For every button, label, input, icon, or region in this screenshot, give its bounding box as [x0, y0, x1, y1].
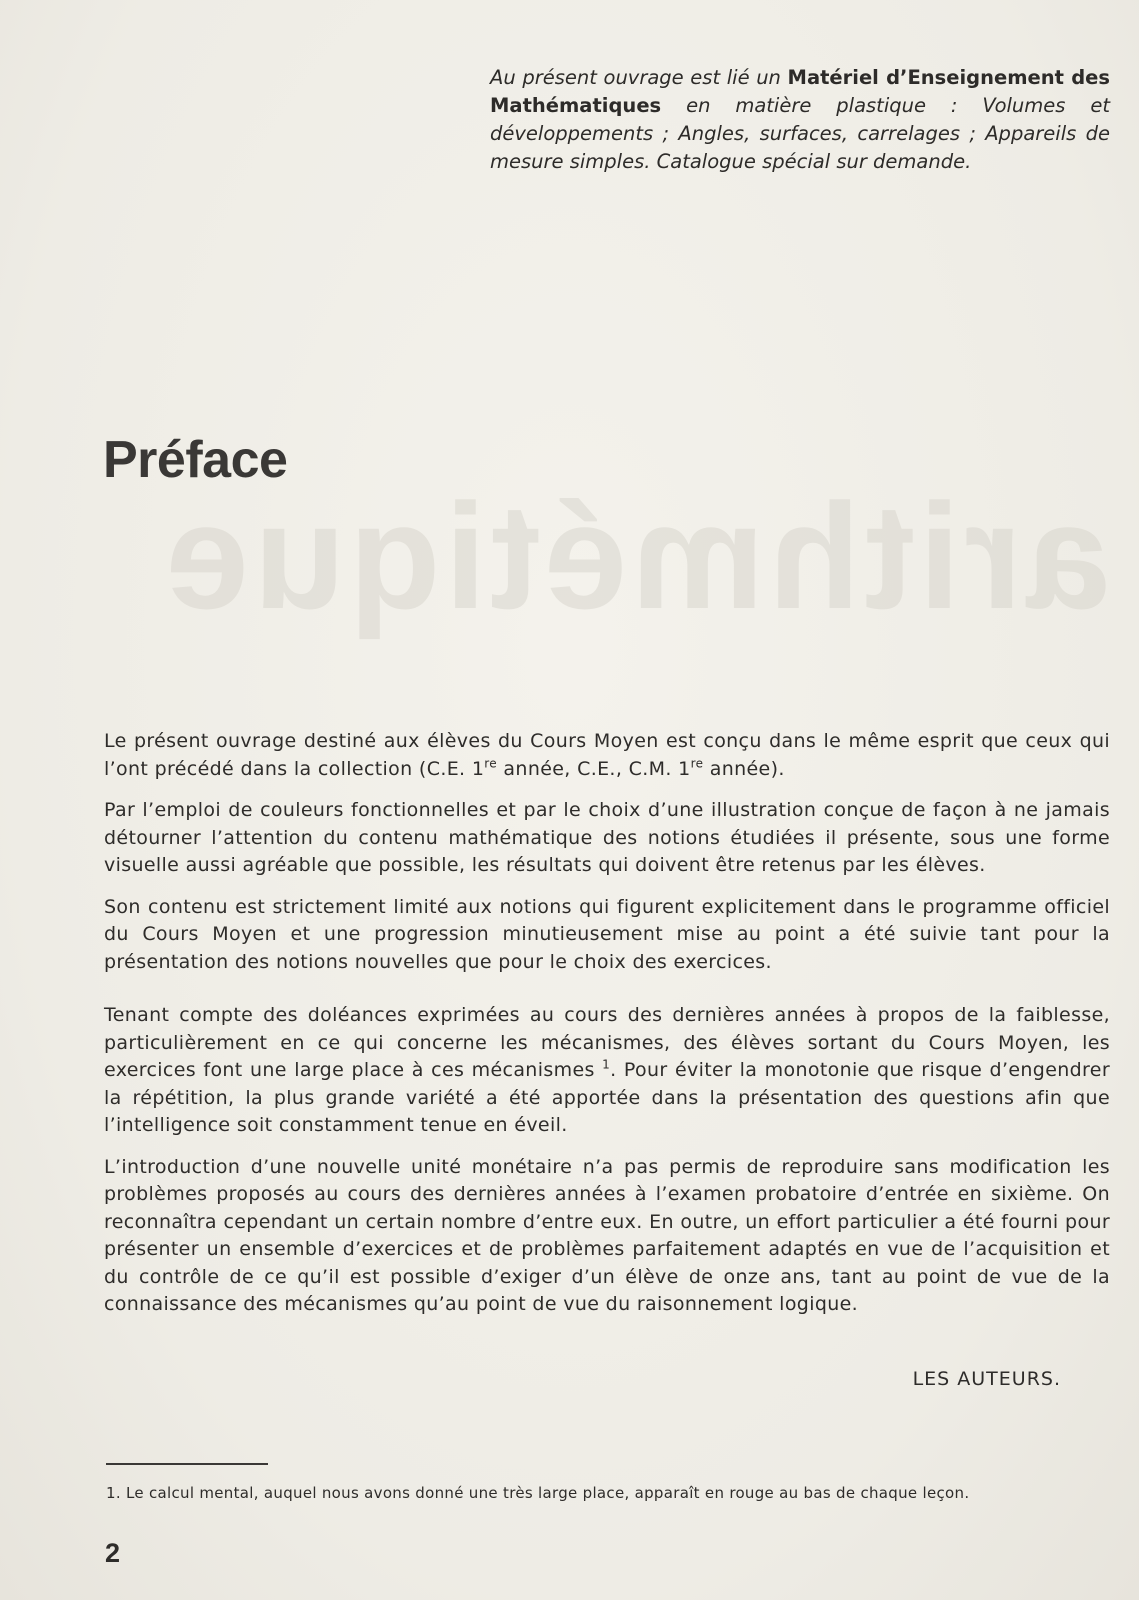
- preface-body: [104, 728, 1110, 1333]
- footnote: 1. Le calcul mental, auquel nous avons donné une très large place, apparaît en rouge au bas de chaque leçon.: [106, 1484, 970, 1502]
- superscript-re-1: re: [484, 756, 498, 771]
- show-through-text: arithmétique: [161, 472, 1110, 640]
- paragraph-2: Par l’emploi de couleurs fonctionnelles et par le choix d’une illustration conçue de façon à ne jamais détourner l’attention du contenu mathématique des notions étudiées il présente, sous une forme visuelle aussi agréable que possible, les résultats qui doivent être retenus par les élèves.: [104, 799, 1110, 876]
- paragraph-5: L’introduction d’une nouvelle unité monétaire n’a pas permis de reproduire sans modification les problèmes proposés au cours des dernières années à l’examen probatoire d’entrée en sixième. On reconnaîtra cependant un certain nombre d’entre eux. En outre, un effort particulier a été fourni pour présenter un ensemble d’exercices et de problèmes parfaitement adaptés en vue de l’acquisition et du contrôle de ce qu’il est possible d’exiger d’un élève de onze ans, tant au point de vue de la connaissance des mécanismes qu’au point de vue du raisonnement logique.: [104, 1155, 1110, 1315]
- material-notice: [490, 64, 1110, 176]
- notice-text-start: Au présent ouvrage est lié un: [490, 66, 788, 89]
- paragraph-3: Son contenu est strictement limité aux notions qui figurent explicitement dans le programme officiel du Cours Moyen et une progression minutieusement mise au point a été suivie tant pour la présentation des notions nouvelles que pour le choix des exercices.: [104, 895, 1110, 973]
- paragraph-4: [104, 1002, 1110, 1140]
- signature: LES AUTEURS.: [912, 1368, 1061, 1390]
- page-number: 2: [105, 1538, 121, 1568]
- paragraph-4-text-b: . Pour éviter la monotonie que risque d’engendrer la répétition, la plus grande variété a été apportée dans la présentation des questions afin que l’intelligence soit constamment tenue en éveil.: [104, 1059, 1110, 1136]
- paragraph-1-text-a: Le présent ouvrage destiné aux élèves du Cours Moyen est conçu dans le même esprit que ceux qui l’ont précédé dans la collection (C.E. 1: [104, 730, 1110, 780]
- superscript-re-2: re: [690, 756, 704, 771]
- paragraph-4-text-a: Tenant compte des doléances exprimées au cours des dernières années à propos de la faiblesse, particulièrement en ce qui concerne les mécanismes, des élèves sortant du Cours Moyen, les exercices font une large place à ces mécanismes: [104, 1004, 1110, 1081]
- page-title: Préface: [103, 431, 288, 489]
- paragraph-1-text-c: année).: [703, 757, 785, 780]
- notice-text-end: en matière plastique : Volumes et développements ; Angles, surfaces, carrelages ; Appareils de mesure simples. Catalogue spécial sur demande.: [490, 94, 1110, 173]
- paragraph-1: [104, 728, 1110, 783]
- notice-highlight: Matériel d’Enseignement des Mathématiques: [490, 66, 1110, 117]
- footnote-marker: 1: [602, 1057, 611, 1072]
- footnote-divider: [106, 1463, 268, 1465]
- paragraph-1-text-b: année, C.E., C.M. 1: [497, 757, 691, 780]
